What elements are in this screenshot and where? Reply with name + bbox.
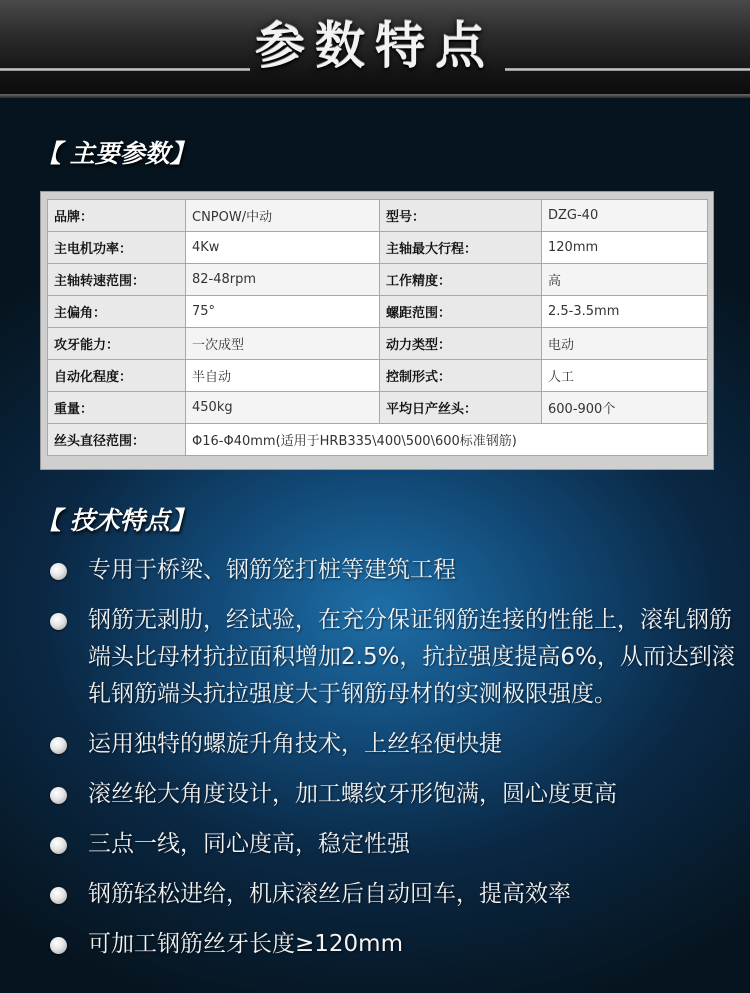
param-value: DZG-40 <box>542 200 708 232</box>
feature-text: 运用独特的螺旋升角技术，上丝轻便快捷 <box>88 731 502 757</box>
list-item <box>48 876 738 913</box>
table-row <box>48 232 708 264</box>
param-label: 自动化程度： <box>48 360 186 392</box>
params-table <box>47 199 708 456</box>
param-value: 人工 <box>542 360 708 392</box>
param-value: CNPOW/中动 <box>186 200 380 232</box>
param-value: 120mm <box>542 232 708 264</box>
feature-text: 专用于桥梁、钢筋笼打桩等建筑工程 <box>88 557 456 583</box>
param-label: 主偏角： <box>48 296 186 328</box>
params-section-heading: 【 主要参数】 <box>36 139 195 168</box>
param-label: 平均日产丝头： <box>380 392 542 424</box>
title-banner <box>0 0 750 98</box>
table-row <box>48 392 708 424</box>
feature-text: 钢筋轻松进给，机床滚丝后自动回车，提高效率 <box>88 881 571 907</box>
feature-text: 可加工钢筋丝牙长度≥120mm <box>88 931 403 957</box>
bullet-dot-icon <box>50 613 67 630</box>
bullet-dot-icon <box>50 937 67 954</box>
feature-text: 钢筋无剥肋，经试验，在充分保证钢筋连接的性能上，滚轧钢筋端头比母材抗拉面积增加2.5%，抗拉强度提高6%，从而达到滚轧钢筋端头抗拉强度大于钢筋母材的实测极限强度。 <box>88 607 735 707</box>
param-label: 动力类型： <box>380 328 542 360</box>
param-label: 控制形式： <box>380 360 542 392</box>
table-row <box>48 424 708 456</box>
param-value: 600-900个 <box>542 392 708 424</box>
param-value: 电动 <box>542 328 708 360</box>
list-item <box>48 926 738 963</box>
table-row <box>48 296 708 328</box>
bullet-dot-icon <box>50 837 67 854</box>
param-label: 主电机功率： <box>48 232 186 264</box>
table-row <box>48 360 708 392</box>
page-title: 参数特点 <box>255 17 495 75</box>
feature-text: 滚丝轮大角度设计，加工螺纹牙形饱满，圆心度更高 <box>88 781 617 807</box>
param-label: 型号： <box>380 200 542 232</box>
feature-text: 三点一线，同心度高，稳定性强 <box>88 831 410 857</box>
list-item <box>48 826 738 863</box>
param-value: 75° <box>186 296 380 328</box>
param-value: 一次成型 <box>186 328 380 360</box>
table-row <box>48 200 708 232</box>
param-value: 2.5-3.5mm <box>542 296 708 328</box>
features-section-heading: 【 技术特点】 <box>36 506 195 535</box>
param-label: 主轴转速范围： <box>48 264 186 296</box>
list-item <box>48 776 738 813</box>
bullet-dot-icon <box>50 737 67 754</box>
param-label: 品牌： <box>48 200 186 232</box>
features-list <box>48 552 738 976</box>
param-value: 450kg <box>186 392 380 424</box>
list-item <box>48 602 738 713</box>
param-value: 4Kw <box>186 232 380 264</box>
table-row <box>48 264 708 296</box>
bullet-dot-icon <box>50 787 67 804</box>
param-label: 工作精度： <box>380 264 542 296</box>
param-label: 攻牙能力： <box>48 328 186 360</box>
list-item <box>48 726 738 763</box>
param-value: Φ16-Φ40mm(适用于HRB335\400\500\600标准钢筋) <box>186 424 708 456</box>
bullet-dot-icon <box>50 563 67 580</box>
param-value: 半自动 <box>186 360 380 392</box>
param-label: 主轴最大行程： <box>380 232 542 264</box>
param-value: 82-48rpm <box>186 264 380 296</box>
list-item <box>48 552 738 589</box>
param-label: 螺距范围： <box>380 296 542 328</box>
bullet-dot-icon <box>50 887 67 904</box>
param-label: 重量： <box>48 392 186 424</box>
param-value: 高 <box>542 264 708 296</box>
table-row <box>48 328 708 360</box>
param-label: 丝头直径范围： <box>48 424 186 456</box>
